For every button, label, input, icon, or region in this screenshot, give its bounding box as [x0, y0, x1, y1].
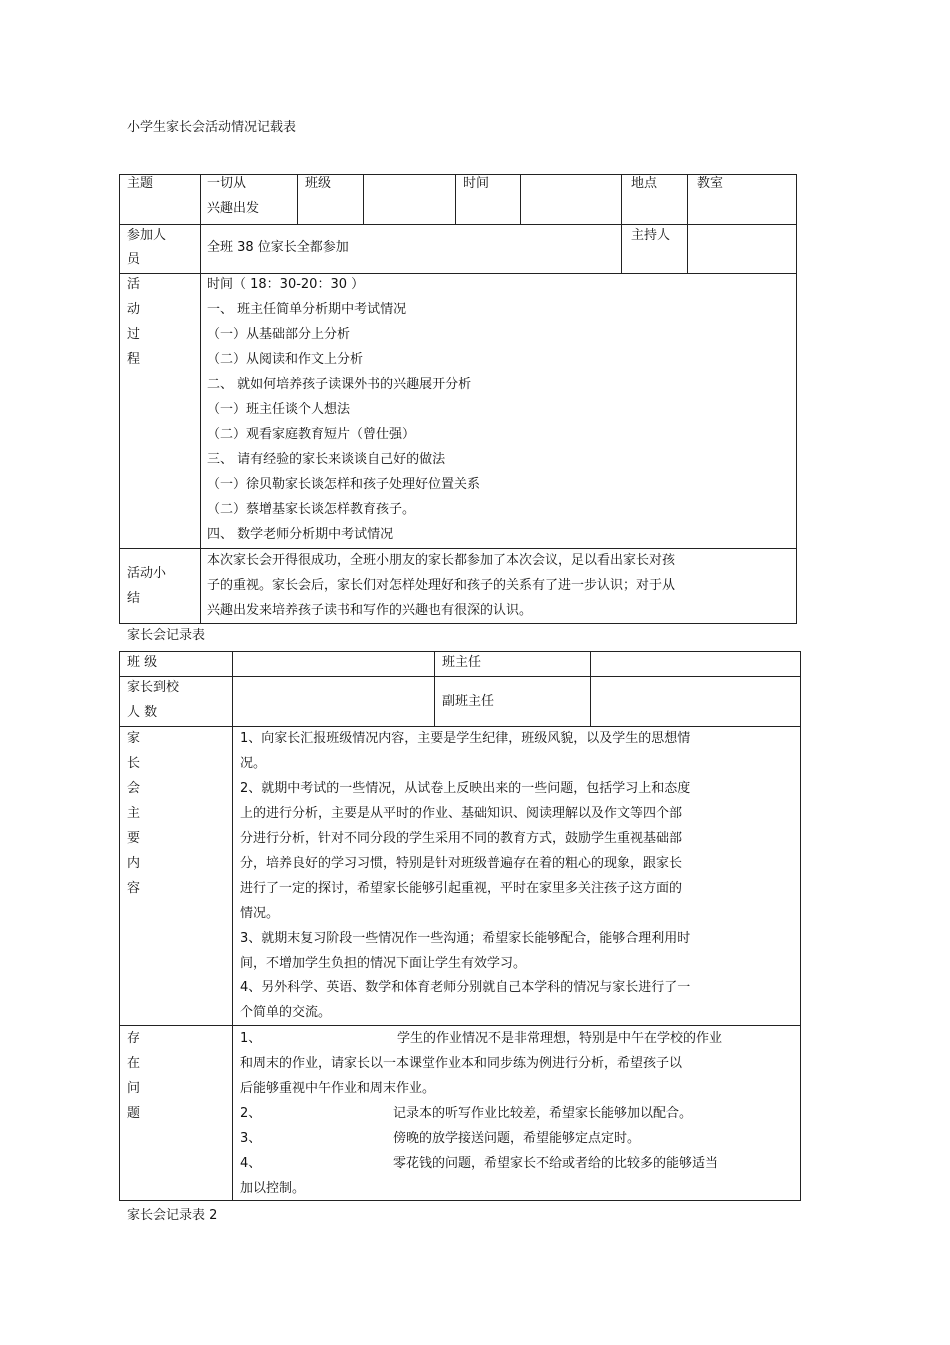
content-line: 3、就期末复习阶段一些情况作一些沟通；希望家长能够配合，能够合理利用时 — [240, 931, 691, 946]
content-label-char: 内 — [127, 856, 141, 871]
place-value: 教室 — [697, 176, 724, 191]
section2-title: 家长会记录表 — [127, 628, 206, 643]
class-label: 班 级 — [127, 655, 158, 670]
summary-label-line2: 结 — [127, 591, 141, 606]
content-line: 个简单的交流。 — [240, 1005, 332, 1020]
process-item: 三、 请有经验的家长来谈谈自己好的做法 — [207, 452, 446, 467]
issue-text: 零花钱的问题，希望家长不给或者给的比较多的能够适当 — [393, 1156, 719, 1171]
participants-value: 全班 38 位家长全都参加 — [207, 240, 349, 255]
process-item: 二、 就如何培养孩子读课外书的兴趣展开分析 — [207, 377, 472, 392]
summary-line: 本次家长会开得很成功，全班小朋友的家长都参加了本次会议，足以看出家长对孩 — [207, 553, 676, 568]
issues-label-char: 在 — [127, 1056, 141, 1071]
theme-value-line2: 兴趣出发 — [207, 201, 260, 216]
issue-text: 记录本的听写作业比较差，希望家长能够加以配合。 — [393, 1106, 693, 1121]
process-label-char: 动 — [127, 302, 141, 317]
time-label: 时间 — [463, 176, 490, 191]
issues-label-char: 题 — [127, 1106, 141, 1121]
theme-label: 主题 — [127, 176, 154, 191]
process-item: （一）班主任谈个人想法 — [207, 402, 351, 417]
content-line: 1、向家长汇报班级情况内容，主要是学生纪律，班级风貌，以及学生的思想情 — [240, 731, 691, 746]
issue-text: 傍晚的放学接送问题，希望能够定点定时。 — [393, 1131, 641, 1146]
content-label-char: 容 — [127, 881, 141, 896]
host-label: 主持人 — [631, 228, 671, 243]
content-line: 2、就期中考试的一些情况，从试卷上反映出来的一些问题，包括学习上和态度 — [240, 781, 691, 796]
content-label-char: 要 — [127, 831, 141, 846]
issue-text: 加以控制。 — [240, 1181, 306, 1196]
content-line: 进行了一定的探讨，希望家长能够引起重视，平时在家里多关注孩子这方面的 — [240, 881, 683, 896]
process-item: 四、 数学老师分析期中考试情况 — [207, 527, 394, 542]
issue-text: 和周末的作业，请家长以一本课堂作业本和同步练为例进行分析，希望孩子以 — [240, 1056, 683, 1071]
class-label: 班级 — [305, 176, 332, 191]
summary-line: 子的重视。家长会后，家长们对怎样处理好和孩子的关系有了进一步认识；对于从 — [207, 578, 676, 593]
process-label-char: 活 — [127, 277, 141, 292]
content-line: 分，培养良好的学习习惯，特别是针对班级普遍存在着的粗心的现象，跟家长 — [240, 856, 683, 871]
summary-line: 兴趣出发来培养孩子读书和写作的兴趣也有很深的认识。 — [207, 603, 533, 618]
content-line: 情况。 — [240, 906, 280, 921]
issues-label-char: 问 — [127, 1081, 141, 1096]
head-teacher-label: 班主任 — [442, 655, 482, 670]
theme-value-line1: 一切从 — [207, 176, 247, 191]
issue-number: 4、 — [240, 1156, 262, 1171]
participants-label-line1: 参加人 — [127, 228, 167, 243]
content-line: 4、另外科学、英语、数学和体育老师分别就自己本学科的情况与家长进行了一 — [240, 980, 691, 995]
summary-label-line1: 活动小 — [127, 566, 167, 581]
process-item: （一）从基础部分上分析 — [207, 327, 351, 342]
process-label-char: 过 — [127, 327, 141, 342]
content-line: 分进行分析，针对不同分段的学生采用不同的教育方式，鼓励学生重视基础部 — [240, 831, 683, 846]
process-item: 时间（ 18：30-20：30 ） — [207, 277, 365, 292]
content-label-char: 主 — [127, 806, 141, 821]
issue-number: 2、 — [240, 1106, 262, 1121]
content-label-char: 长 — [127, 756, 141, 771]
issue-text: 学生的作业情况不是非常理想，特别是中午在学校的作业 — [397, 1031, 723, 1046]
participants-label-line2: 员 — [127, 252, 141, 267]
section3-title: 家长会记录表 2 — [127, 1208, 218, 1223]
process-item: （二）蔡增基家长谈怎样教育孩子。 — [207, 502, 416, 517]
content-line: 况。 — [240, 756, 267, 771]
vice-teacher-label: 副班主任 — [442, 694, 495, 709]
issue-number: 3、 — [240, 1131, 262, 1146]
content-line: 上的进行分析，主要是从平时的作业、基础知识、阅读理解以及作文等四个部 — [240, 806, 683, 821]
issue-text: 后能够重视中午作业和周末作业。 — [240, 1081, 436, 1096]
process-item: （二）观看家庭教育短片（曾仕强） — [207, 427, 416, 442]
process-label-char: 程 — [127, 352, 141, 367]
issues-label-char: 存 — [127, 1031, 141, 1046]
process-item: （二）从阅读和作文上分析 — [207, 352, 364, 367]
issue-number: 1、 — [240, 1031, 262, 1046]
parents-count-label-line2: 人 数 — [127, 705, 158, 720]
content-label-char: 家 — [127, 731, 141, 746]
process-item: （一）徐贝勒家长谈怎样和孩子处理好位置关系 — [207, 477, 481, 492]
content-line: 间，不增加学生负担的情况下面让学生有效学习。 — [240, 956, 527, 971]
document-title: 小学生家长会活动情况记载表 — [127, 120, 297, 135]
content-label-char: 会 — [127, 781, 141, 796]
parents-count-label-line1: 家长到校 — [127, 680, 180, 695]
process-item: 一、 班主任简单分析期中考试情况 — [207, 302, 407, 317]
place-label: 地点 — [631, 176, 658, 191]
